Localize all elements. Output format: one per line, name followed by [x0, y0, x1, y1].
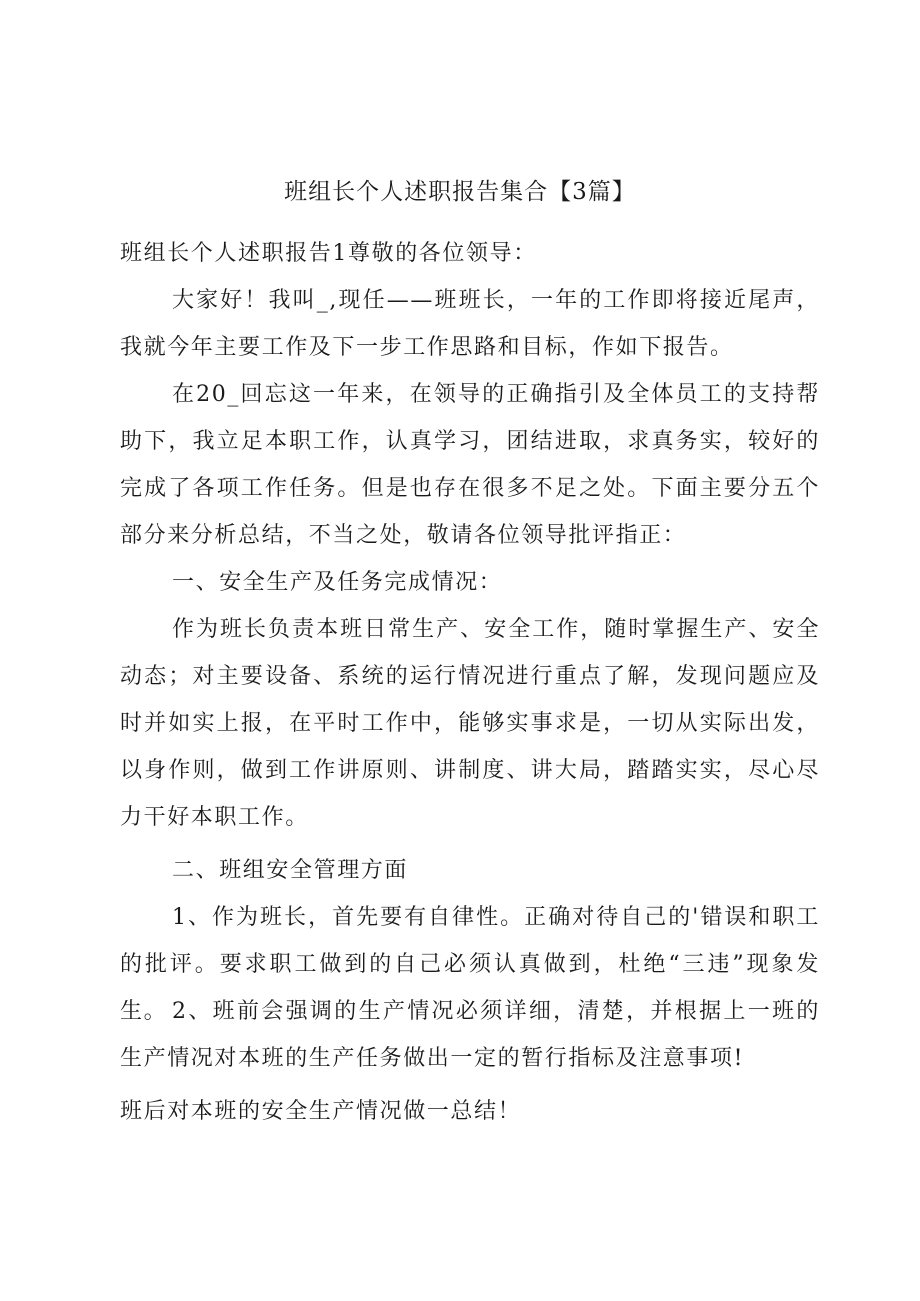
- paragraph-post-shift-summary: 班后对本班的安全生产情况做一总结！: [120, 1099, 522, 1124]
- paragraph-pre-shift-meeting: 2、班前会强调的生产情况必须详细，清楚，并根据上一班的生产情况对本班的生产任务做出一定的暂行指标及注意事项!: [120, 999, 820, 1071]
- paragraph-self-discipline: 1、作为班长，首先要有自律性。正确对待自己的'错误和职工的批评。要求职工做到的自己必须认真做到，杜绝“三违”现象发生。: [120, 905, 820, 1024]
- paragraph-greeting: 班组长个人述职报告1尊敬的各位领导：: [120, 241, 537, 266]
- document-title: 班组长个人述职报告集合【3篇】: [284, 179, 636, 205]
- section-heading-safety-production: 一、安全生产及任务完成情况：: [172, 570, 503, 595]
- paragraph-intro: 大家好！我叫_,现任——班班长，一年的工作即将接近尾声，我就今年主要工作及下一步工作思路和目标，作如下报告。: [120, 288, 820, 360]
- section-heading-team-safety: 二、班组安全管理方面: [172, 858, 409, 883]
- paragraph-duties: 作为班长负责本班日常生产、安全工作，随时掌握生产、安全动态；对主要设备、系统的运行情况进行重点了解，发现问题应及时并如实上报，在平时工作中，能够实事求是，一切从实际出发，以身作则，做到工作讲原则、讲制度、讲大局，踏踏实实，尽心尽力干好本职工作。: [120, 617, 820, 830]
- paragraph-review: 在20_回忘这一年来，在领导的正确指引及全体员工的支持帮助下，我立足本职工作，认真学习，团结进取，求真务实，较好的完成了各项工作任务。但是也存在很多不足之处。下面主要分五个部分来分析总结，不当之处，敬请各位领导批评指正：: [120, 382, 820, 548]
